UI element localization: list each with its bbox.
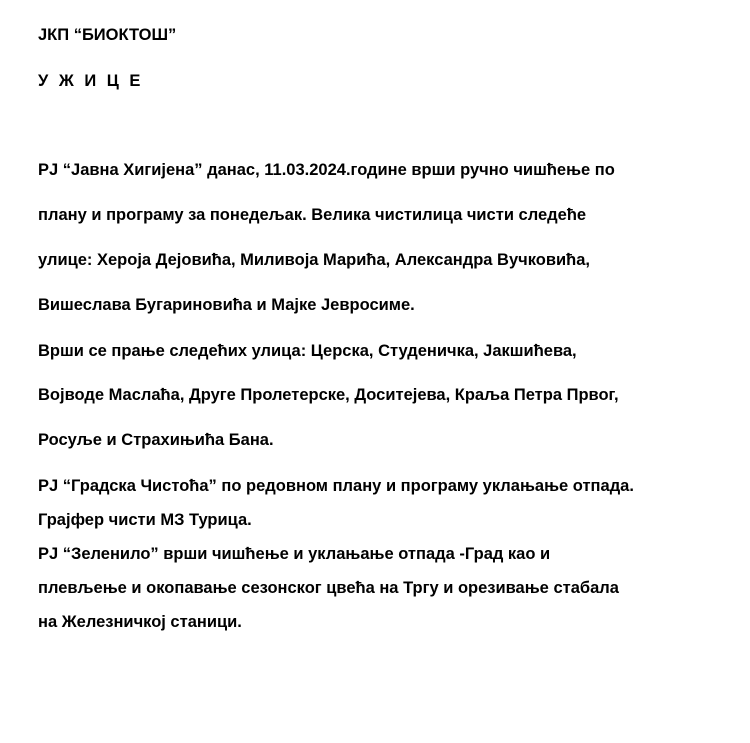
text-line: Војводе Маслаћа, Друге Пролетерске, Доситејева, Краља Петра Првог, bbox=[38, 386, 619, 404]
text-line: РЈ “Јавна Хигијена” данас, 11.03.2024.године врши ручно чишћење по bbox=[38, 161, 615, 179]
text-line: Вишеслава Бугариновића и Мајке Јевросиме. bbox=[38, 296, 415, 314]
text-line: Грајфер чисти МЗ Турица. bbox=[38, 511, 252, 529]
text-line: Росуље и Страхињића Бана. bbox=[38, 431, 274, 449]
text-line: плану и програму за понедељак. Велика чистилица чисти следеће bbox=[38, 206, 587, 224]
text-line: РЈ “Градска Чистоћа” по редовном плану и програму уклањање отпада. bbox=[38, 477, 634, 495]
text-line: Врши се прање следећих улица: Церска, Студеничка, Јакшићева, bbox=[38, 342, 577, 360]
text-line: плевљење и окопавање сезонског цвећа на Тргу и орезивање стабала bbox=[38, 579, 619, 597]
company-name: ЈКП “БИОКТОШ” bbox=[38, 26, 177, 44]
text-line: РЈ “Зеленило” врши чишћење и уклањање отпада -Град као и bbox=[38, 545, 551, 563]
text-line: на Железничкој станици. bbox=[38, 613, 242, 631]
text-line: улице: Хероја Дејовића, Миливоја Марића, Александра Вучковића, bbox=[38, 251, 590, 269]
city-name: У Ж И Ц Е bbox=[38, 72, 141, 90]
